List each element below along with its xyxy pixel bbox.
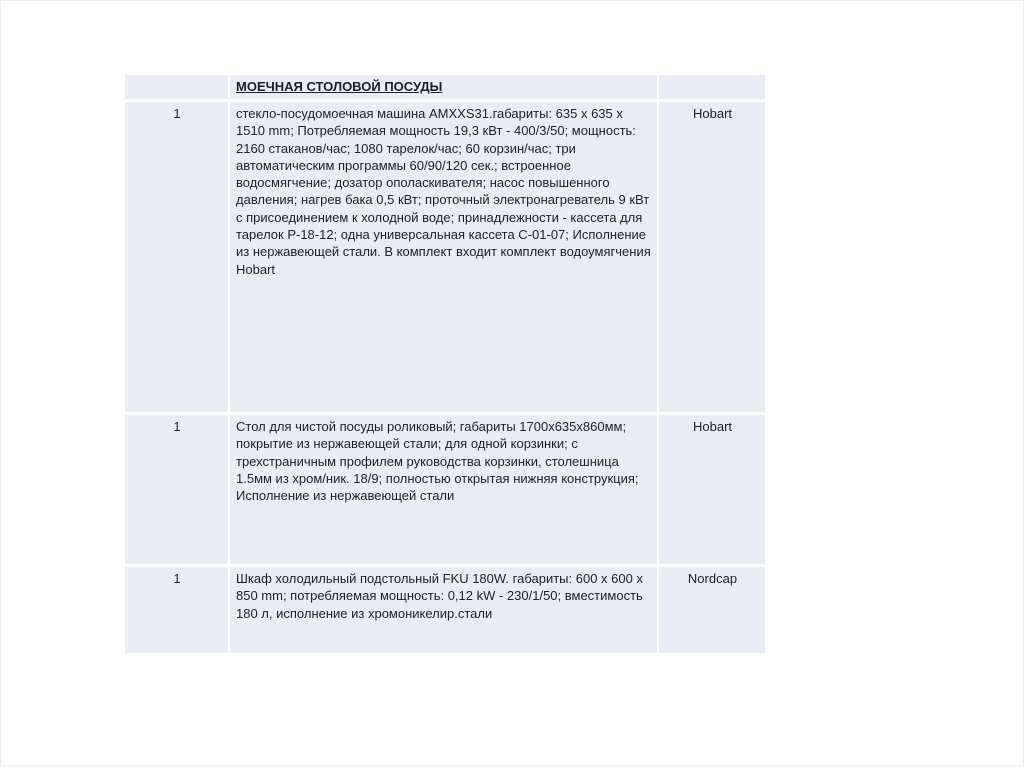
table-header-row	[125, 75, 765, 99]
brand-cell: Hobart	[659, 102, 765, 412]
table-row	[125, 415, 765, 564]
section-title: МОЕЧНАЯ СТОЛОВОЙ ПОСУДЫ	[236, 79, 443, 94]
header-spacer-qty	[125, 75, 228, 99]
table-row	[125, 102, 765, 412]
description-cell: Шкаф холодильный подстольный FKU 180W. габариты: 600 x 600 x 850 mm; потребляемая мощность: 0,12 kW - 230/1/50; вместимость 180 л, исполнение из хромоникелир.стали	[230, 567, 657, 653]
brand-cell: Hobart	[659, 415, 765, 564]
qty-cell: 1	[125, 567, 228, 653]
section-title-cell	[230, 75, 657, 99]
qty-cell: 1	[125, 415, 228, 564]
description-cell: стекло-посудомоечная машина AMXXS31.габариты: 635 x 635 x 1510 mm; Потребляемая мощность 19,3 кВт - 400/3/50; мощность: 2160 стаканов/час; 1080 тарелок/час; 60 корзин/час; три автоматическим программы 60/90/120 сек.; встроенное водосмягчение; дозатор ополаскивателя; насос повышенного давления; нагрев бака 0,5 кВт; проточный электронагреватель 9 кВт с присоединением к холодной воде; принадлежности - кассета для тарелок Р-18-12; одна универсальная кассета С-01-07; Исполнение из нержавеющей стали. В комплект входит комплект водоумягчения Hobart	[230, 102, 657, 412]
description-cell: Стол для чистой посуды роликовый; габариты 1700х635х860мм; покрытие из нержавеющей стали; для одной корзинки; с трехстраничным профилем руководства корзинки, столешница 1.5мм из хром/ник. 18/9; полностью открытая нижняя конструкция; Исполнение из нержавеющей стали	[230, 415, 657, 564]
table-row	[125, 567, 765, 653]
equipment-table	[123, 72, 767, 656]
header-spacer-brand	[659, 75, 765, 99]
brand-cell: Nordcap	[659, 567, 765, 653]
qty-cell: 1	[125, 102, 228, 412]
